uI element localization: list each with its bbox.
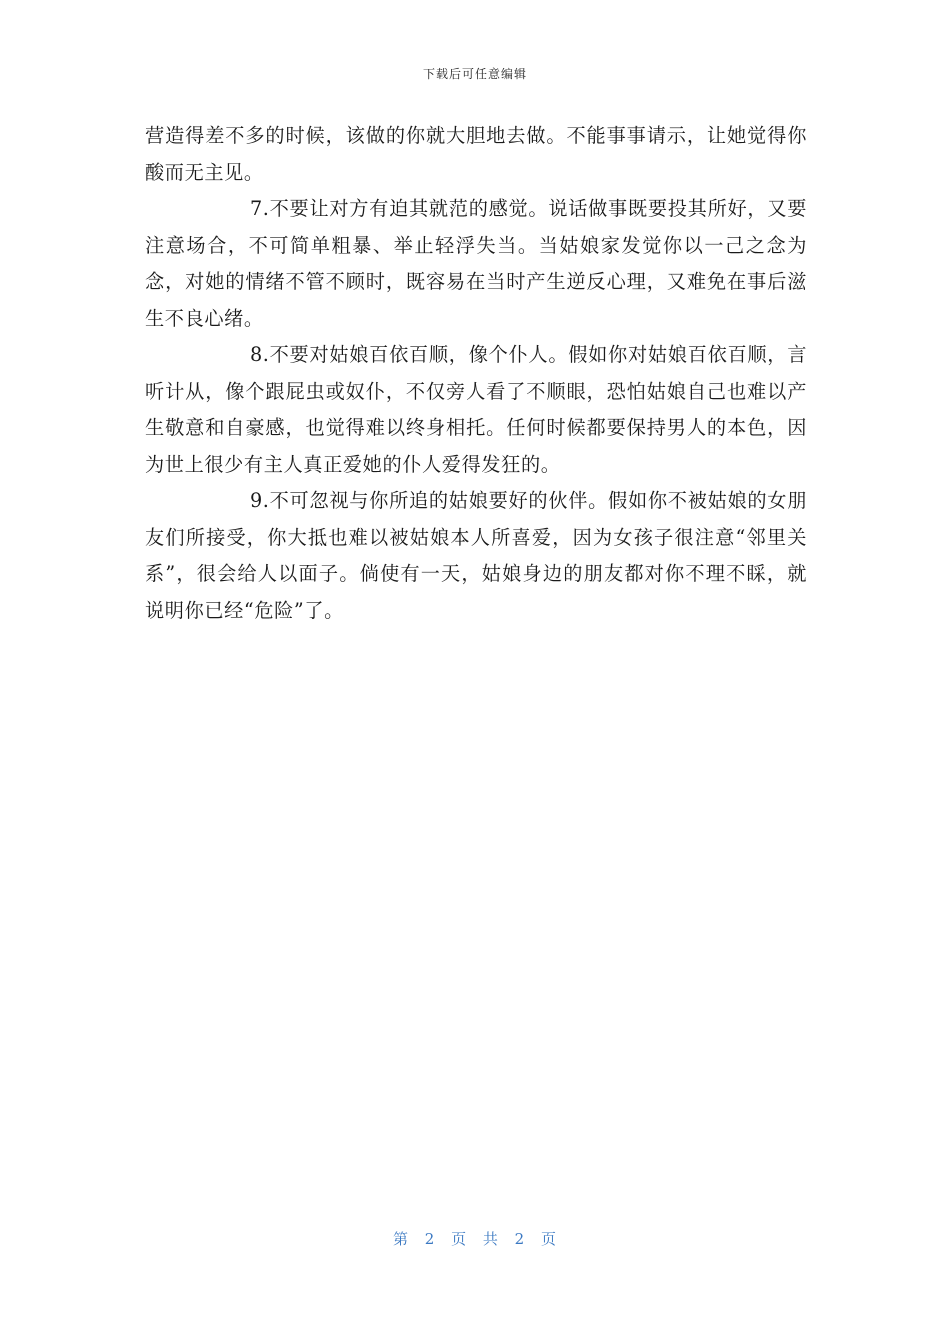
page-number-footer: 第 2 页 共 2 页	[393, 1230, 557, 1248]
paragraph-continuation: 营造得差不多的时候，该做的你就大胆地去做。不能事事请示，让她觉得你酸而无主见。	[145, 124, 807, 184]
paragraph-item-7: 7.不要让对方有迫其就范的感觉。说话做事既要投其所好，又要注意场合，不可简单粗暴、举止轻浮失当。当姑娘家发觉你以一己之念为念，对她的情绪不管不顾时，既容易在当时产生逆反心理，又难免在事后滋生不良心绪。	[145, 197, 807, 330]
document-body	[145, 118, 807, 629]
page-header: 下载后可任意编辑	[422, 67, 527, 81]
paragraph-item-9: 9.不可忽视与你所追的姑娘要好的伙伴。假如你不被姑娘的女朋友们所接受，你大抵也难以被姑娘本人所喜爱，因为女孩子很注意“邻里关系”，很会给人以面子。倘使有一天，姑娘身边的朋友都对你不理不睬，就说明你已经“危险”了。	[145, 489, 807, 622]
paragraph-item-8: 8.不要对姑娘百依百顺，像个仆人。假如你对姑娘百依百顺，言听计从，像个跟屁虫或奴仆，不仅旁人看了不顺眼，恐怕姑娘自己也难以产生敬意和自豪感，也觉得难以终身相托。任何时候都要保持男人的本色，因为世上很少有主人真正爱她的仆人爱得发狂的。	[145, 343, 807, 476]
